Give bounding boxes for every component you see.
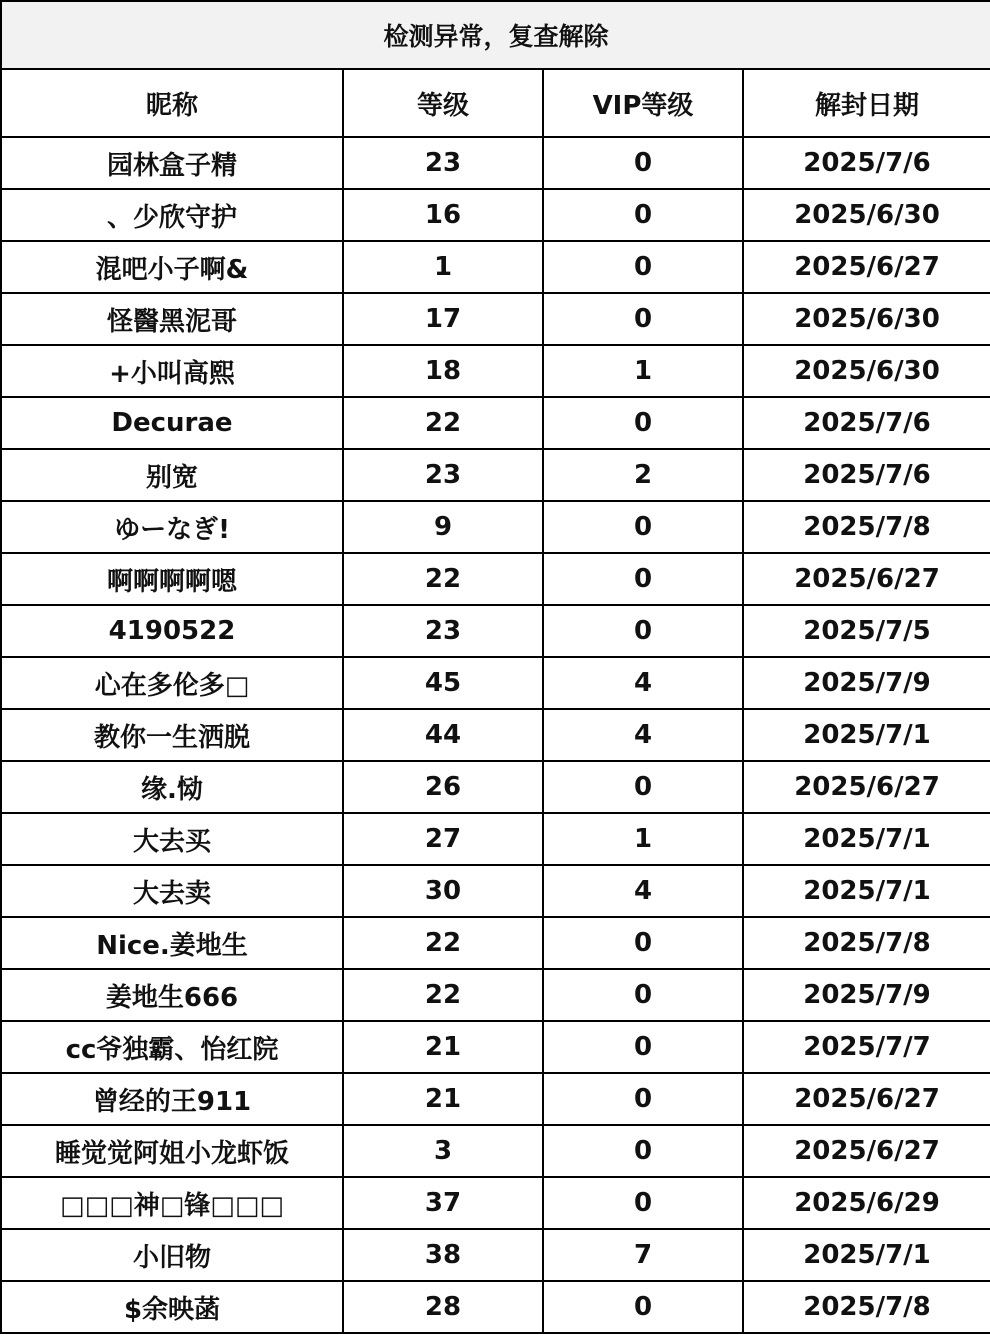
table-row [1, 397, 990, 449]
vip-level-cell: 0 [543, 137, 743, 189]
vip-level-cell: 0 [543, 605, 743, 657]
level-cell: 22 [343, 397, 543, 449]
unban-date-cell: 2025/7/1 [743, 813, 990, 865]
nickname-cell: 、少欣守护 [1, 189, 343, 241]
nickname-cell: cc爷独霸、怡红院 [1, 1021, 343, 1073]
table-row [1, 449, 990, 501]
table-row [1, 657, 990, 709]
vip-level-cell: 4 [543, 865, 743, 917]
table-row [1, 1073, 990, 1125]
level-cell: 44 [343, 709, 543, 761]
vip-level-cell: 0 [543, 397, 743, 449]
nickname-cell: +小叫高熙 [1, 345, 343, 397]
vip-level-cell: 4 [543, 709, 743, 761]
table-body [1, 137, 990, 1333]
level-cell: 23 [343, 449, 543, 501]
header-row [1, 69, 990, 137]
vip-level-cell: 0 [543, 189, 743, 241]
vip-level-cell: 1 [543, 345, 743, 397]
vip-level-cell: 0 [543, 501, 743, 553]
vip-level-cell: 0 [543, 1281, 743, 1333]
vip-level-cell: 0 [543, 1073, 743, 1125]
table-row [1, 189, 990, 241]
nickname-cell: 缘.恸 [1, 761, 343, 813]
nickname-cell: 大去卖 [1, 865, 343, 917]
table-row [1, 969, 990, 1021]
nickname-cell: ゆーなぎ! [1, 501, 343, 553]
table-row [1, 553, 990, 605]
nickname-cell: 园林盒子精 [1, 137, 343, 189]
table-row [1, 709, 990, 761]
nickname-cell: 别宽 [1, 449, 343, 501]
unban-date-cell: 2025/6/30 [743, 293, 990, 345]
level-cell: 17 [343, 293, 543, 345]
nickname-cell: $余映菡 [1, 1281, 343, 1333]
vip-level-cell: 2 [543, 449, 743, 501]
unban-date-cell: 2025/6/30 [743, 345, 990, 397]
table-row [1, 293, 990, 345]
unban-date-cell: 2025/7/9 [743, 969, 990, 1021]
unban-date-cell: 2025/7/8 [743, 501, 990, 553]
vip-level-cell: 0 [543, 969, 743, 1021]
unban-date-cell: 2025/6/27 [743, 1073, 990, 1125]
table-row [1, 813, 990, 865]
vip-level-cell: 0 [543, 553, 743, 605]
level-cell: 22 [343, 553, 543, 605]
table-row [1, 1281, 990, 1333]
unban-date-cell: 2025/7/8 [743, 1281, 990, 1333]
vip-level-cell: 4 [543, 657, 743, 709]
column-header-vip-level: VIP等级 [543, 69, 743, 137]
vip-level-cell: 0 [543, 241, 743, 293]
level-cell: 16 [343, 189, 543, 241]
unban-date-cell: 2025/7/6 [743, 137, 990, 189]
title-row [1, 1, 990, 69]
level-cell: 30 [343, 865, 543, 917]
table-row [1, 1177, 990, 1229]
unban-date-cell: 2025/7/8 [743, 917, 990, 969]
level-cell: 18 [343, 345, 543, 397]
nickname-cell: 啊啊啊啊嗯 [1, 553, 343, 605]
nickname-cell: 4190522 [1, 605, 343, 657]
vip-level-cell: 7 [543, 1229, 743, 1281]
column-header-nickname: 昵称 [1, 69, 343, 137]
level-cell: 38 [343, 1229, 543, 1281]
level-cell: 22 [343, 969, 543, 1021]
level-cell: 28 [343, 1281, 543, 1333]
nickname-cell: 睡觉觉阿姐小龙虾饭 [1, 1125, 343, 1177]
nickname-cell: Nice.姜地生 [1, 917, 343, 969]
vip-level-cell: 0 [543, 761, 743, 813]
unban-date-cell: 2025/7/6 [743, 449, 990, 501]
unban-date-cell: 2025/7/6 [743, 397, 990, 449]
level-cell: 37 [343, 1177, 543, 1229]
vip-level-cell: 0 [543, 293, 743, 345]
unban-date-cell: 2025/7/1 [743, 1229, 990, 1281]
unban-date-cell: 2025/6/29 [743, 1177, 990, 1229]
column-header-unban-date: 解封日期 [743, 69, 990, 137]
level-cell: 23 [343, 605, 543, 657]
unban-date-cell: 2025/6/30 [743, 189, 990, 241]
level-cell: 1 [343, 241, 543, 293]
unban-date-cell: 2025/7/5 [743, 605, 990, 657]
level-cell: 9 [343, 501, 543, 553]
nickname-cell: Decurae [1, 397, 343, 449]
vip-level-cell: 0 [543, 917, 743, 969]
level-cell: 3 [343, 1125, 543, 1177]
table-row [1, 865, 990, 917]
level-cell: 21 [343, 1073, 543, 1125]
table-row [1, 345, 990, 397]
table-row [1, 137, 990, 189]
unban-date-cell: 2025/6/27 [743, 553, 990, 605]
table-row [1, 1021, 990, 1073]
table-row [1, 917, 990, 969]
nickname-cell: 怪醫黑泥哥 [1, 293, 343, 345]
level-cell: 23 [343, 137, 543, 189]
vip-level-cell: 0 [543, 1021, 743, 1073]
table-row [1, 1125, 990, 1177]
table-row [1, 241, 990, 293]
table-row [1, 605, 990, 657]
level-cell: 27 [343, 813, 543, 865]
nickname-cell: 大去买 [1, 813, 343, 865]
table-row [1, 761, 990, 813]
vip-level-cell: 0 [543, 1125, 743, 1177]
vip-level-cell: 1 [543, 813, 743, 865]
nickname-cell: 心在多伦多□ [1, 657, 343, 709]
unban-date-cell: 2025/7/1 [743, 865, 990, 917]
vip-level-cell: 0 [543, 1177, 743, 1229]
level-cell: 26 [343, 761, 543, 813]
unban-date-cell: 2025/6/27 [743, 241, 990, 293]
level-cell: 45 [343, 657, 543, 709]
nickname-cell: □□□神□锋□□□ [1, 1177, 343, 1229]
unban-date-cell: 2025/6/27 [743, 1125, 990, 1177]
unban-date-cell: 2025/7/9 [743, 657, 990, 709]
level-cell: 21 [343, 1021, 543, 1073]
nickname-cell: 曾经的王911 [1, 1073, 343, 1125]
table-title: 检测异常，复查解除 [1, 1, 990, 69]
column-header-level: 等级 [343, 69, 543, 137]
nickname-cell: 混吧小子啊& [1, 241, 343, 293]
level-cell: 22 [343, 917, 543, 969]
nickname-cell: 姜地生666 [1, 969, 343, 1021]
unban-date-cell: 2025/7/7 [743, 1021, 990, 1073]
nickname-cell: 教你一生洒脱 [1, 709, 343, 761]
nickname-cell: 小旧物 [1, 1229, 343, 1281]
table-row [1, 1229, 990, 1281]
table-row [1, 501, 990, 553]
unban-date-cell: 2025/7/1 [743, 709, 990, 761]
unban-date-cell: 2025/6/27 [743, 761, 990, 813]
